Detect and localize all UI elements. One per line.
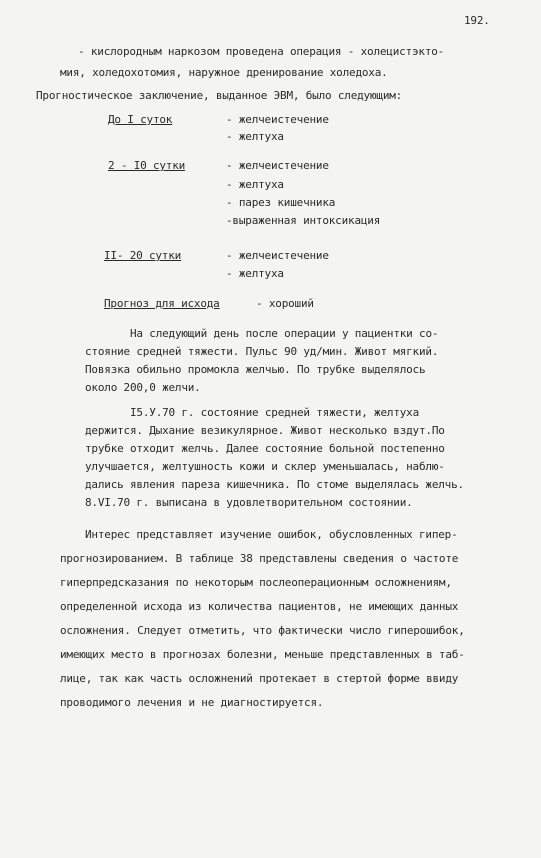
complication-item: - желчеистечение (226, 159, 329, 172)
text-line: Повязка обильно промокла желчью. По трубке выделялось (85, 363, 426, 376)
text-line: лице, так как часть осложнений протекает в стертой форме ввиду (60, 672, 459, 685)
text-line: Прогностическое заключение, выданное ЭВМ, было следующим: (36, 89, 403, 102)
text-line: держится. Дыхание везикулярное. Живот несколько вздут.По (85, 424, 445, 437)
text-line: мия, холедохотомия, наружное дренирование холедоха. (60, 66, 388, 79)
text-line: На следующий день после операции у пациентки со- (130, 327, 439, 340)
period-label: II- 20 сутки (104, 249, 182, 262)
period-label: 2 - I0 сутки (108, 159, 186, 172)
text-line: прогнозированием. В таблице 38 представлены сведения о частоте (60, 552, 459, 565)
prognosis-label: Прогноз для исхода (104, 297, 220, 310)
page-number: 192. (464, 14, 490, 27)
complication-item: - желтуха (226, 130, 284, 143)
text-line: стояние средней тяжести. Пульс 90 уд/мин. Живот мягкий. (85, 345, 439, 358)
text-line: - кислородным наркозом проведена операция - холецистэкто- (78, 45, 445, 58)
text-line: проводимого лечения и не диагностируется. (60, 696, 324, 709)
text-line: имеющих место в прогнозах болезни, меньше представленных в таб- (60, 648, 465, 661)
complication-item: - желчеистечение (226, 249, 329, 262)
complication-item: - желчеистечение (226, 113, 329, 126)
complication-item: - парез кишечника (226, 196, 336, 209)
text-line: 8.VI.70 г. выписана в удовлетворительном состоянии. (85, 496, 413, 509)
complication-item: - желтуха (226, 267, 284, 280)
complication-item: -выраженная интоксикация (226, 214, 381, 227)
prognosis-value: - хороший (256, 297, 314, 310)
text-line: осложнения. Следует отметить, что фактически число гиперошибок, (60, 624, 465, 637)
text-line: I5.У.70 г. состояние средней тяжести, желтуха (130, 406, 420, 419)
text-line: определенной исхода из количества пациентов, не имеющих данных (60, 600, 459, 613)
text-line: трубке отходит желчь. Далее состояние больной постепенно (85, 442, 445, 455)
text-line: гиперпредсказания по некоторым послеоперационным осложнениям, (60, 576, 452, 589)
text-line: дались явления пареза кишечника. По стоме выделялась желчь. (85, 478, 464, 491)
period-label: До I суток (108, 113, 173, 126)
text-line: Интерес представляет изучение ошибок, обусловленных гипер- (85, 528, 458, 541)
complication-item: - желтуха (226, 178, 284, 191)
text-line: около 200,0 желчи. (85, 381, 201, 394)
text-line: улучшается, желтушность кожи и склер уменьшалась, наблю- (85, 460, 445, 473)
